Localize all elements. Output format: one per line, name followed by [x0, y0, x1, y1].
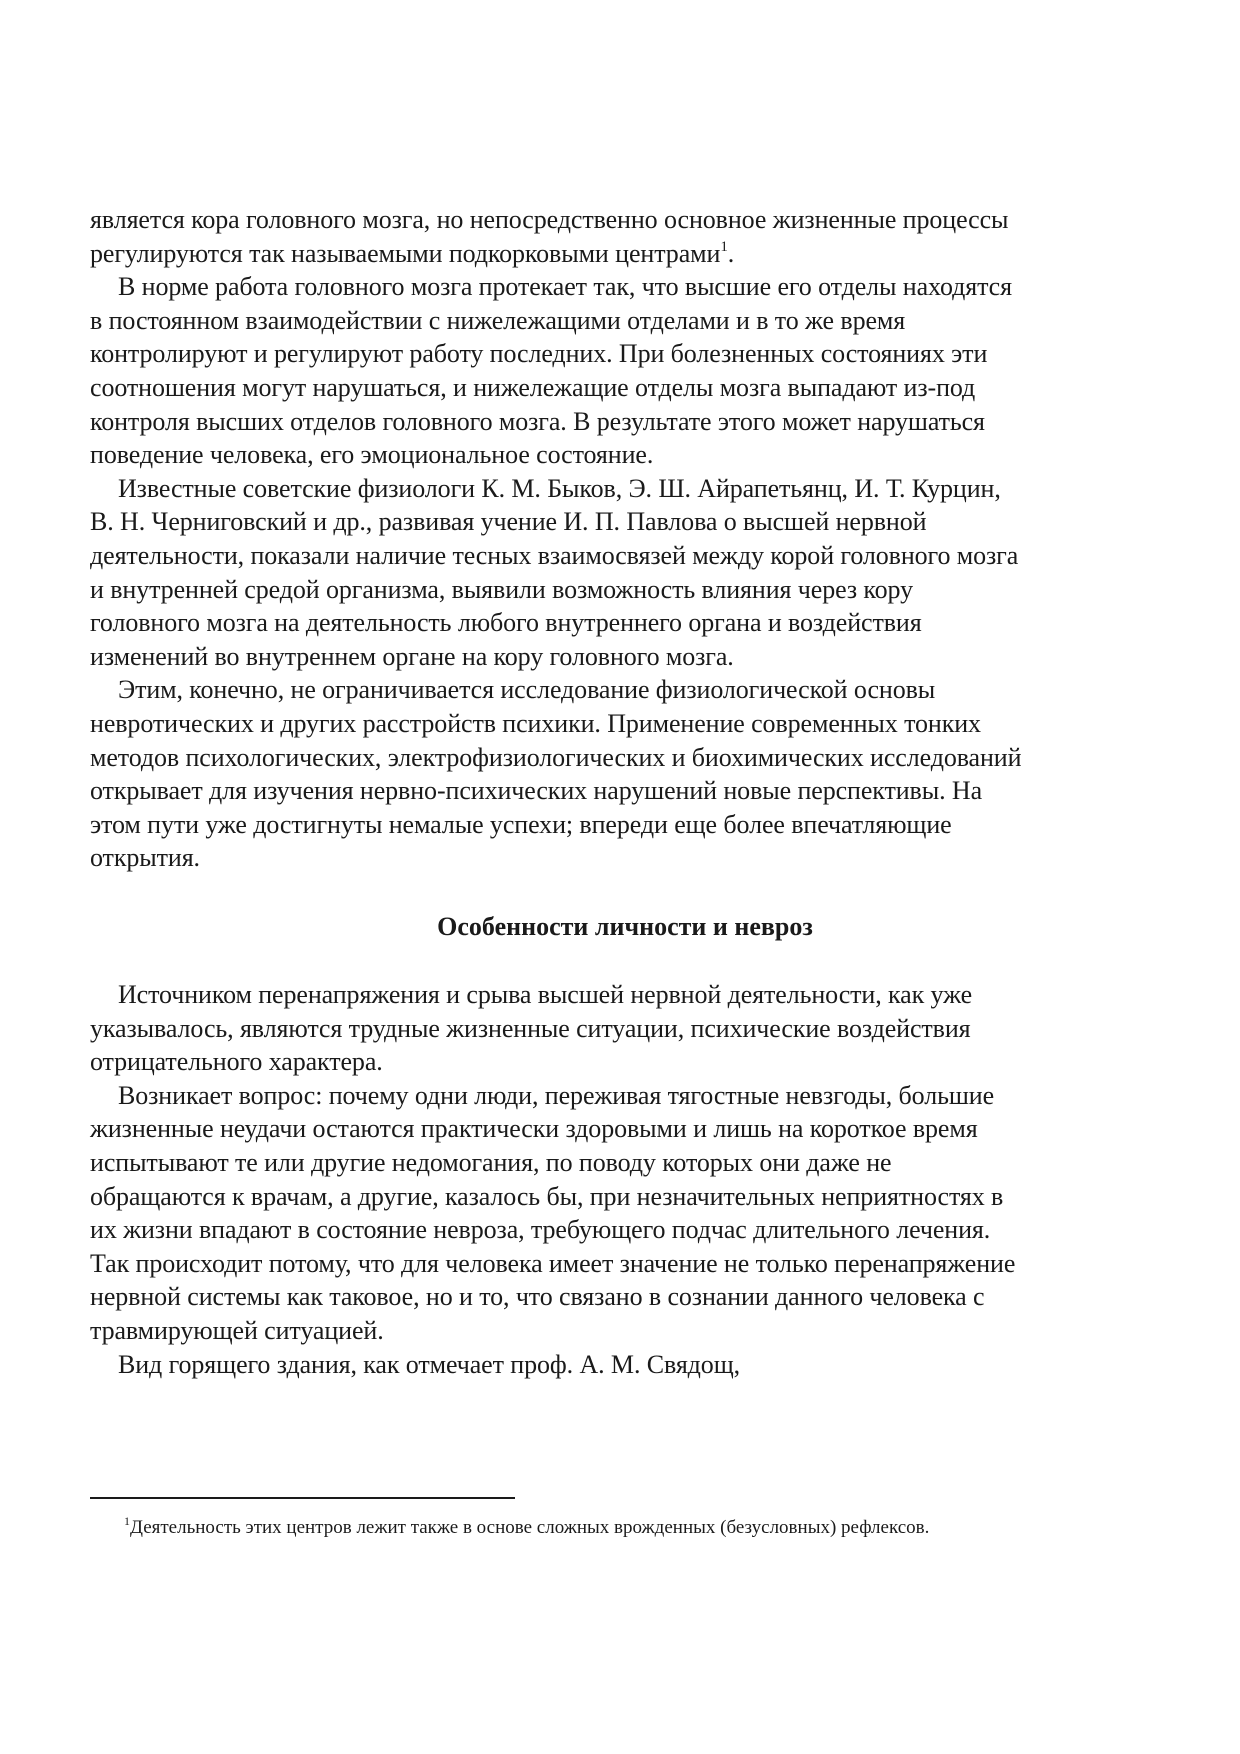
text-line: является кора головного мозга, но непосредственно основное жизненные процессы — [90, 205, 1009, 234]
text-line: Источником перенапряжения и срыва высшей нервной деятельности, как уже — [118, 980, 973, 1009]
footnote-marker: 1 — [124, 1514, 130, 1528]
text-line: в постоянном взаимодействии с нижележащими отделами и в то же время — [90, 305, 906, 335]
text-line: отрицательного характера. — [90, 1047, 383, 1077]
text-line: методов психологических, электрофизиологических и биохимических исследований — [90, 742, 1022, 772]
text-line: нервной системы как таковое, но и то, что связано в сознании данного человека с — [90, 1282, 985, 1312]
text-line: невротических и других расстройств психики. Применение современных тонких — [90, 708, 981, 738]
body-text-bottom — [90, 978, 1160, 1381]
text-line: Этим, конечно, не ограничивается исследование физиологической основы — [118, 675, 936, 705]
text-line: деятельности, показали наличие тесных взаимосвязей между корой головного мозга — [90, 540, 1019, 570]
section-heading: Особенности личности и невроз — [437, 912, 813, 941]
text-line: Возникает вопрос: почему одни люди, переживая тягостные невзгоды, большие — [118, 1080, 995, 1110]
text-line: Вид горящего здания, как отмечает проф. А. М. Свядощ, — [118, 1349, 741, 1379]
text-line: В. Н. Черниговский и др., развивая учение И. П. Павлова о высшей нервной — [90, 507, 927, 537]
text-line: испытывают те или другие недомогания, по поводу которых они даже не — [90, 1147, 892, 1177]
body-text-top — [90, 203, 1160, 875]
paragraph — [90, 472, 1160, 674]
footnote-text: Деятельность этих центров лежит также в основе сложных врожденных (безусловных) рефлексов. — [130, 1517, 930, 1538]
text-line: Так происходит потому, что для человека имеет значение не только перенапряжение — [90, 1248, 1016, 1278]
footnote — [124, 1516, 929, 1540]
text-line: соотношения могут нарушаться, и нижележащие отделы мозга выпадают из-под — [90, 372, 976, 402]
text-line — [90, 237, 1160, 271]
footnote-ref[interactable]: 1 — [720, 238, 728, 255]
text-line: Известные советские физиологи К. М. Быков, Э. Ш. Айрапетьянц, И. Т. Курцин, — [118, 473, 1001, 503]
text-line: контроля высших отделов головного мозга. В результате этого может нарушаться — [90, 406, 985, 436]
text-line: В норме работа головного мозга протекает так, что высшие его отделы находятся — [118, 272, 1012, 302]
text-line: их жизни впадают в состояние невроза, требующего подчас длительного лечения. — [90, 1215, 991, 1245]
footnote-separator — [90, 1497, 515, 1499]
text-line: открытия. — [90, 843, 200, 873]
text-line: контролируют и регулируют работу последних. При болезненных состояниях эти — [90, 339, 988, 369]
text-line: поведение человека, его эмоциональное состояние. — [90, 440, 654, 470]
text-line: изменений во внутреннем органе на кору головного мозга. — [90, 641, 734, 671]
text-line: этом пути уже достигнуты немалые успехи; впереди еще более впечатляющие — [90, 809, 952, 839]
paragraph — [90, 1348, 1160, 1382]
paragraph — [90, 673, 1160, 875]
text-line: травмирующей ситуацией. — [90, 1315, 384, 1345]
text-line: и внутренней средой организма, выявили возможность влияния через кору — [90, 574, 913, 604]
text-line: указывалось, являются трудные жизненные ситуации, психические воздействия — [90, 1013, 971, 1043]
text-line: обращаются к врачам, а другие, казалось бы, при незначительных неприятностях в — [90, 1181, 1004, 1211]
text-line: открывает для изучения нервно-психических нарушений новые перспективы. На — [90, 776, 983, 806]
text-line-content: регулируются так называемыми подкорковыми центрами — [90, 238, 721, 268]
paragraph — [90, 270, 1160, 472]
text-line: жизненные неудачи остаются практически здоровыми и лишь на короткое время — [90, 1114, 978, 1144]
paragraph — [90, 978, 1160, 1079]
paragraph — [90, 1079, 1160, 1348]
text-line-tail: . — [727, 238, 735, 268]
text-line: головного мозга на деятельность любого внутреннего органа и воздействия — [90, 608, 922, 638]
paragraph — [90, 203, 1160, 270]
